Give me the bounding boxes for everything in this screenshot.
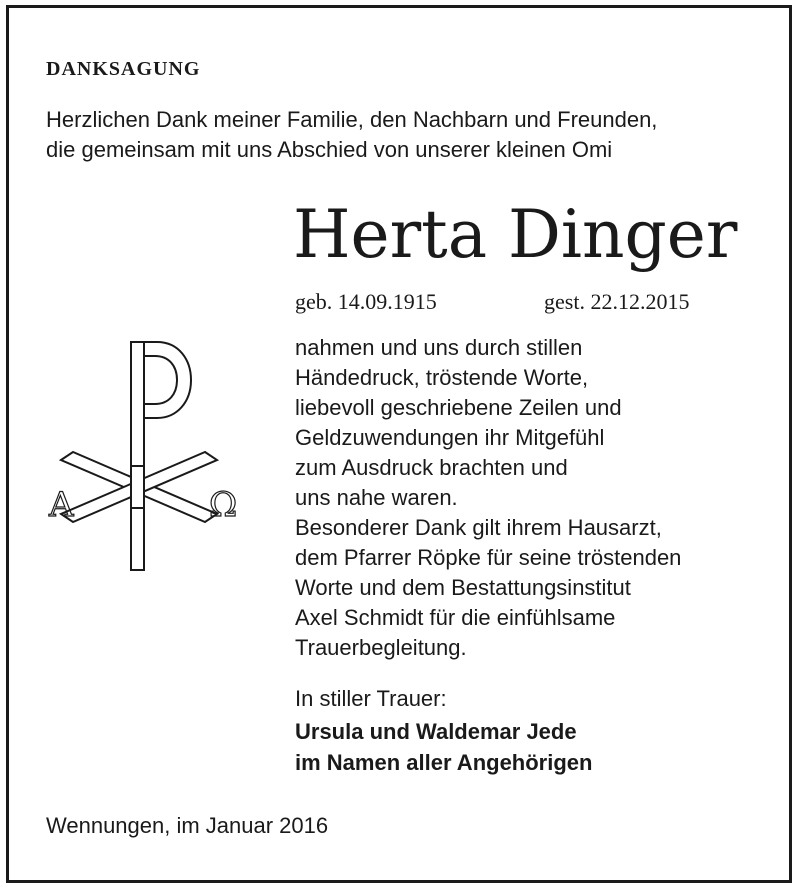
- signer-line: Ursula und Waldemar Jede: [295, 719, 577, 744]
- body-text: [295, 333, 681, 663]
- birth-date: geb. 14.09.1915: [295, 289, 437, 314]
- intro-line: Herzlichen Dank meiner Familie, den Nachbarn und Freunden,: [46, 107, 658, 132]
- body-line: nahmen und uns durch stillen: [295, 335, 583, 360]
- place-date: Wennungen, im Januar 2016: [46, 813, 329, 838]
- body-line: Besonderer Dank gilt ihrem Hausarzt,: [295, 515, 662, 540]
- body-line: Geldzuwendungen ihr Mitgefühl: [295, 425, 605, 450]
- omega-letter: Ω: [209, 485, 238, 525]
- life-dates: [295, 289, 690, 315]
- chi-rho-alpha-omega-icon: [39, 338, 259, 598]
- signers: [295, 716, 592, 778]
- body-line: Trauerbegleitung.: [295, 635, 467, 660]
- deceased-name: Herta Dinger: [293, 196, 738, 273]
- intro-line: die gemeinsam mit uns Abschied von unserer kleinen Omi: [46, 137, 613, 162]
- body-line: Worte und dem Bestattungsinstitut: [295, 575, 631, 600]
- intro-text: [46, 105, 657, 165]
- body-line: Axel Schmidt für die einfühlsame: [295, 605, 616, 630]
- signature-intro: In stiller Trauer:: [295, 686, 447, 711]
- body-line: Händedruck, tröstende Worte,: [295, 365, 589, 390]
- notice-frame: [6, 5, 792, 883]
- body-line: zum Ausdruck brachten und: [295, 455, 568, 480]
- signer-line: im Namen aller Angehörigen: [295, 750, 593, 775]
- body-line: dem Pfarrer Röpke für seine tröstenden: [295, 545, 682, 570]
- death-date: gest. 22.12.2015: [544, 289, 690, 314]
- body-line: uns nahe waren.: [295, 485, 458, 510]
- notice-heading: DANKSAGUNG: [46, 58, 201, 80]
- alpha-letter: A: [49, 485, 74, 525]
- body-line: liebevoll geschriebene Zeilen und: [295, 395, 622, 420]
